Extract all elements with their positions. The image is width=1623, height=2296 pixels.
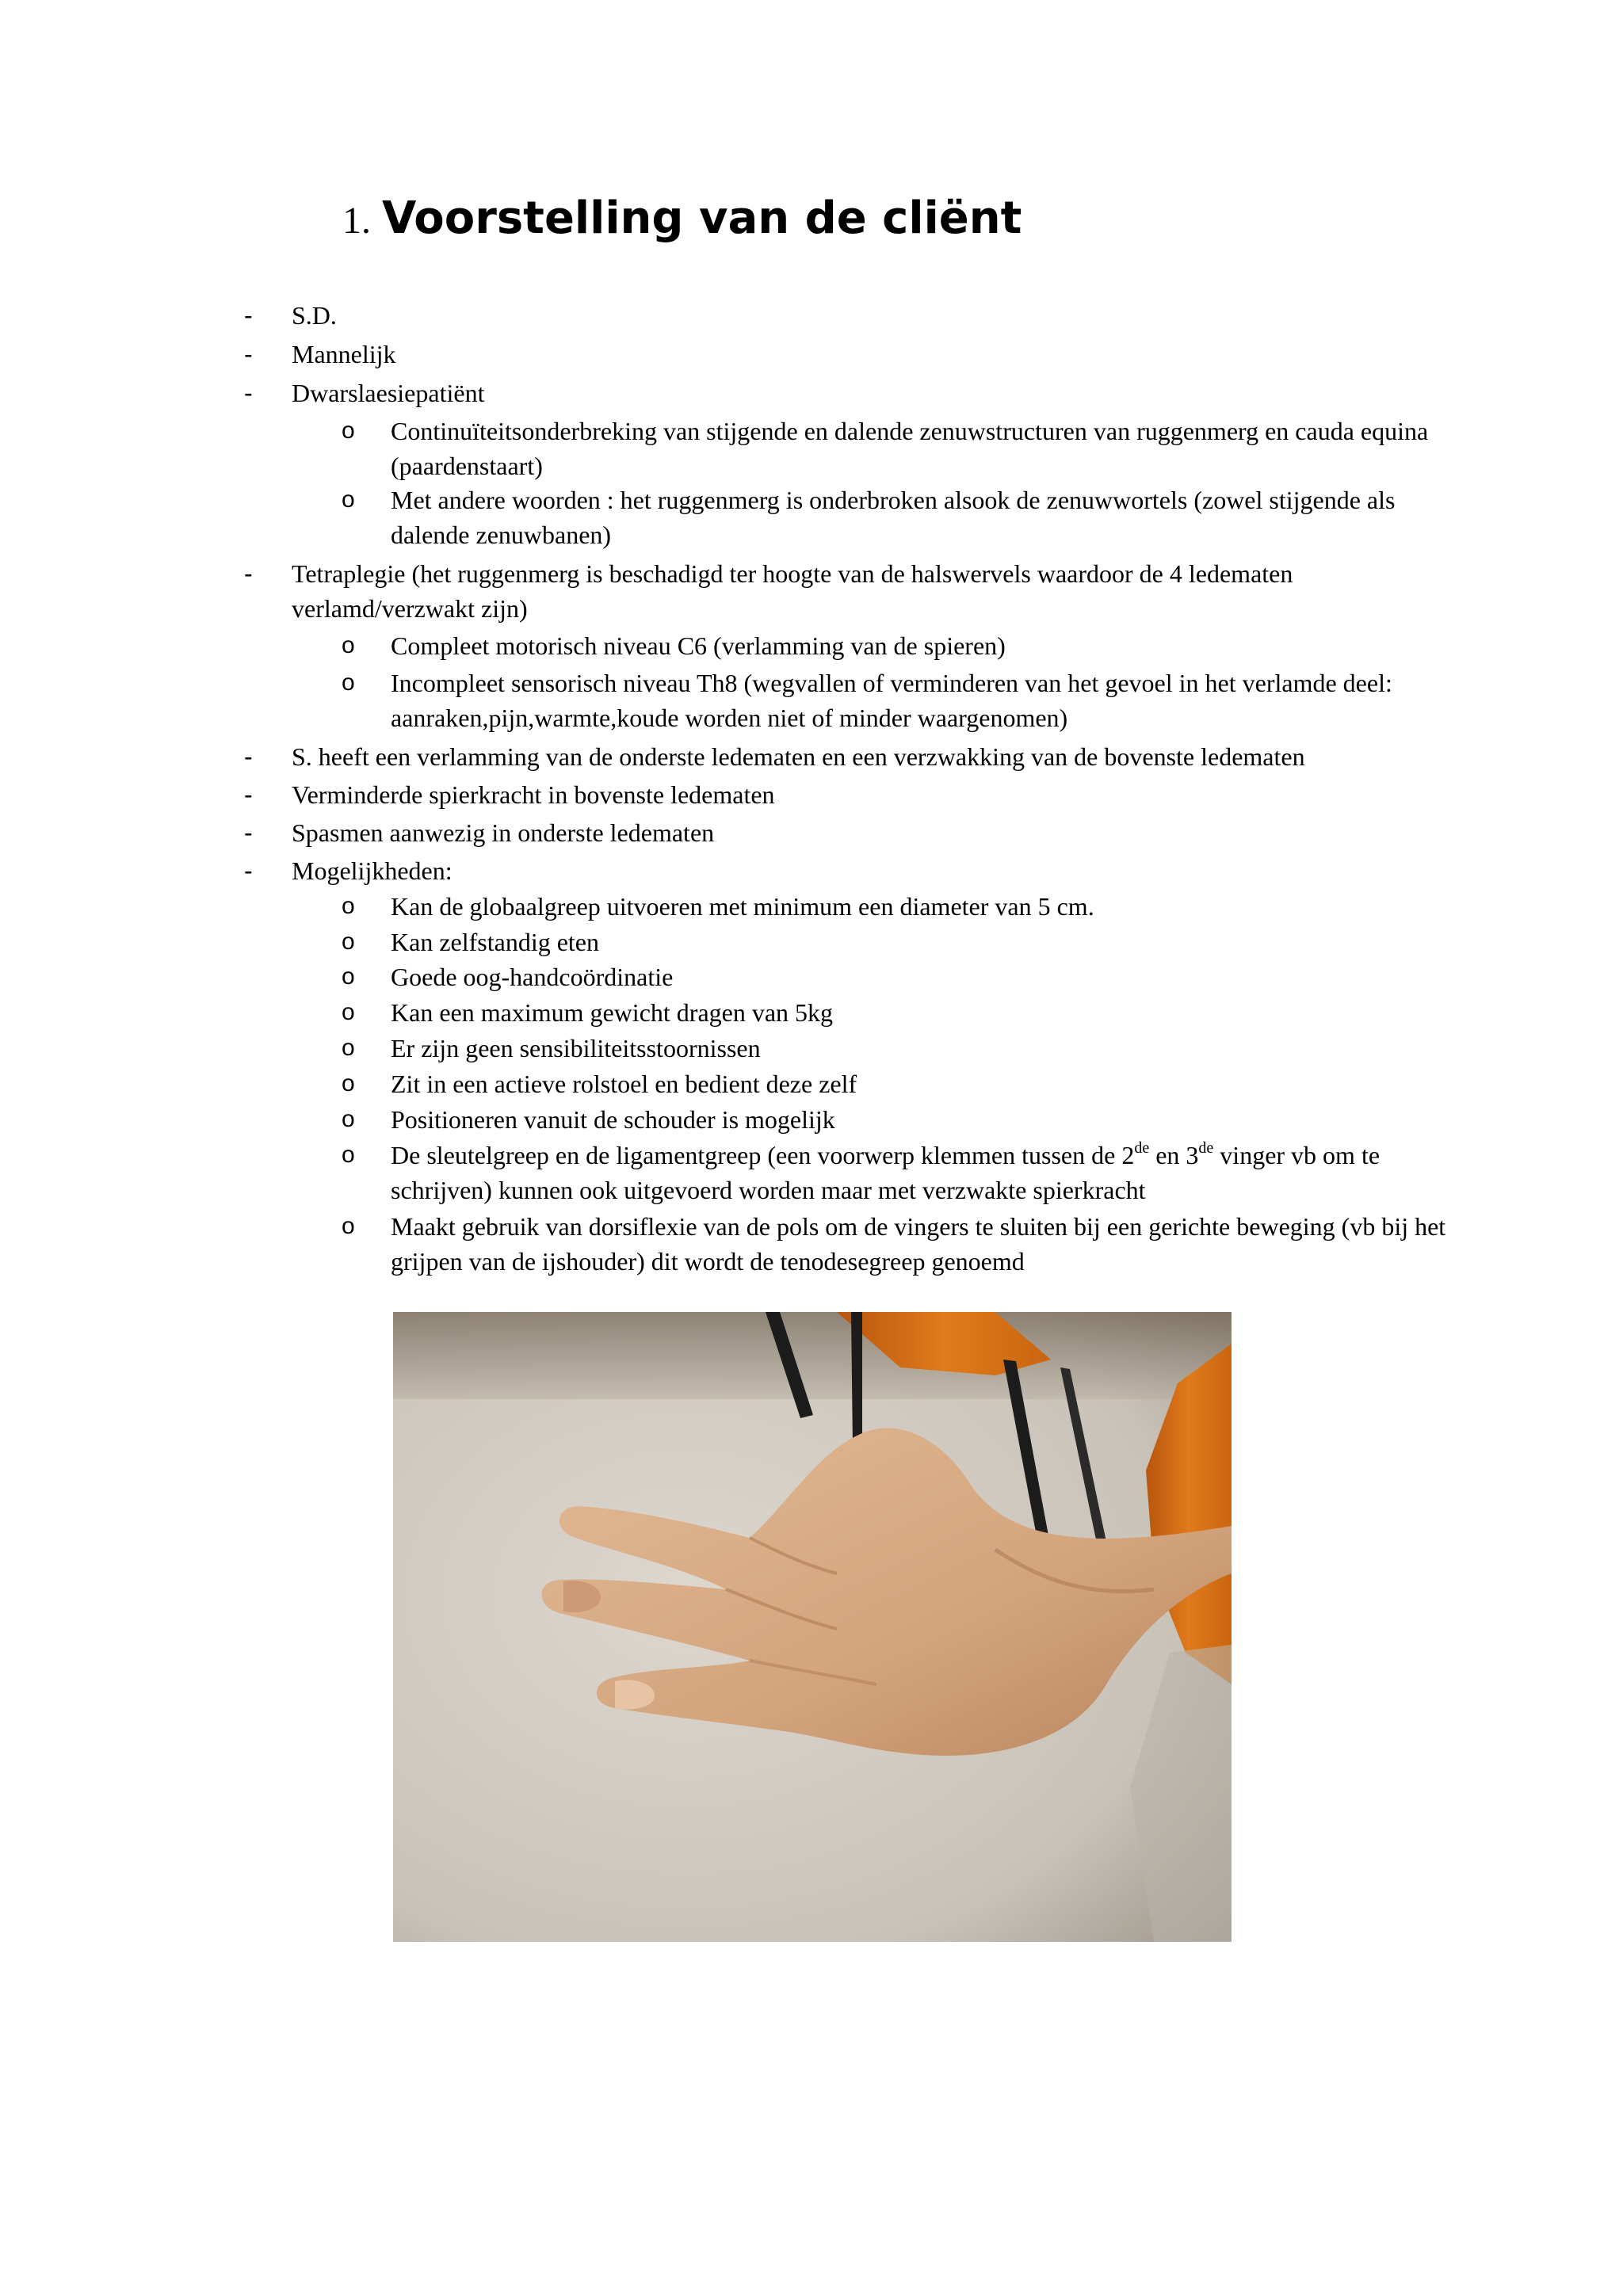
list-item-text: S. heeft een verlamming van de onderste ledematen en een verzwakking van de bovenste ledematen: [292, 742, 1305, 771]
list-item-text: S.D.: [292, 301, 337, 330]
sub-list-item-text: Incompleet sensorisch niveau Th8 (wegvallen of verminderen van het gevoel in het verlamde deel: aanraken,pijn,warmte,koude worden niet of minder waargenomen): [391, 669, 1392, 732]
circle-bullet: o: [342, 1070, 355, 1097]
circle-bullet: o: [342, 1035, 355, 1061]
dash-bullet: -: [244, 856, 253, 885]
sub-list-item-text: Met andere woorden : het ruggenmerg is onderbroken alsook de zenuwwortels (zowel stijgende als dalende zenuwbanen): [391, 486, 1396, 549]
list-item-text: Dwarslaesiepatiënt: [292, 379, 485, 407]
superscript: de: [1198, 1139, 1214, 1157]
circle-bullet: o: [342, 893, 355, 919]
circle-bullet: o: [342, 486, 355, 513]
list-item-text: Spasmen aanwezig in onderste ledematen: [292, 818, 715, 847]
list-item-text: Mannelijk: [292, 340, 396, 368]
circle-bullet: o: [342, 1142, 355, 1168]
dash-bullet: -: [244, 742, 253, 771]
sub-list-item-text: Kan zelfstandig eten: [391, 928, 599, 956]
circle-bullet: o: [342, 669, 355, 696]
hand-photo: [393, 1312, 1232, 1942]
dash-bullet: -: [244, 340, 253, 368]
sub-list-item-text: Kan de globaalgreep uitvoeren met minimum een diameter van 5 cm.: [391, 892, 1094, 921]
list-item-text: Tetraplegie (het ruggenmerg is beschadigd ter hoogte van de halswervels waardoor de 4 ledematen verlamd/verzwakt zijn): [292, 559, 1293, 623]
dash-bullet: -: [244, 780, 253, 809]
superscript: de: [1134, 1139, 1150, 1157]
sub-list-item-text: Positioneren vanuit de schouder is mogelijk: [391, 1105, 835, 1134]
sub-list-item-text: Kan een maximum gewicht dragen van 5kg: [391, 998, 834, 1027]
text-part: vinger vb om te schrijven) kunnen ook uitgevoerd worden maar met verzwakte spierkracht: [391, 1141, 1381, 1204]
dash-bullet: -: [244, 379, 253, 407]
sub-list-item-text: Zit in een actieve rolstoel en bedient deze zelf: [391, 1070, 857, 1098]
sub-list-item-text: Compleet motorisch niveau C6 (verlamming van de spieren): [391, 631, 1006, 660]
sub-list-item-text: Goede oog-handcoördinatie: [391, 963, 674, 991]
circle-bullet: o: [342, 929, 355, 955]
heading-number: 1.: [342, 200, 371, 242]
list-item-text: Verminderde spierkracht in bovenste ledematen: [292, 780, 775, 809]
list-item-text: Mogelijkheden:: [292, 856, 453, 885]
text-part: De sleutelgreep en de ligamentgreep (een voorwerp klemmen tussen de 2: [391, 1141, 1135, 1169]
circle-bullet: o: [342, 1213, 355, 1239]
dash-bullet: -: [244, 818, 253, 847]
circle-bullet: o: [342, 963, 355, 990]
hand-photo-illustration: [393, 1312, 1232, 1942]
heading-title: Voorstelling van de cliënt: [382, 193, 1022, 244]
sub-list-item-text: Maakt gebruik van dorsiflexie van de pols om de vingers te sluiten bij een gerichte beweging (vb bij het grijpen van de ijshouder) dit wordt de tenodesegreep genoemd: [391, 1212, 1446, 1276]
circle-bullet: o: [342, 632, 355, 658]
circle-bullet: o: [342, 1106, 355, 1132]
text-part: en 3: [1149, 1141, 1199, 1169]
circle-bullet: o: [342, 418, 355, 444]
circle-bullet: o: [342, 999, 355, 1025]
dash-bullet: -: [244, 301, 253, 330]
sub-list-item-text: Er zijn geen sensibiliteitsstoornissen: [391, 1034, 761, 1062]
sub-list-item-text: Continuïteitsonderbreking van stijgende en dalende zenuwstructuren van ruggenmerg en cauda equina (paardenstaart): [391, 417, 1429, 480]
dash-bullet: -: [244, 559, 253, 588]
section-heading: [342, 187, 1022, 253]
sub-list-item-text: [391, 1138, 1453, 1207]
